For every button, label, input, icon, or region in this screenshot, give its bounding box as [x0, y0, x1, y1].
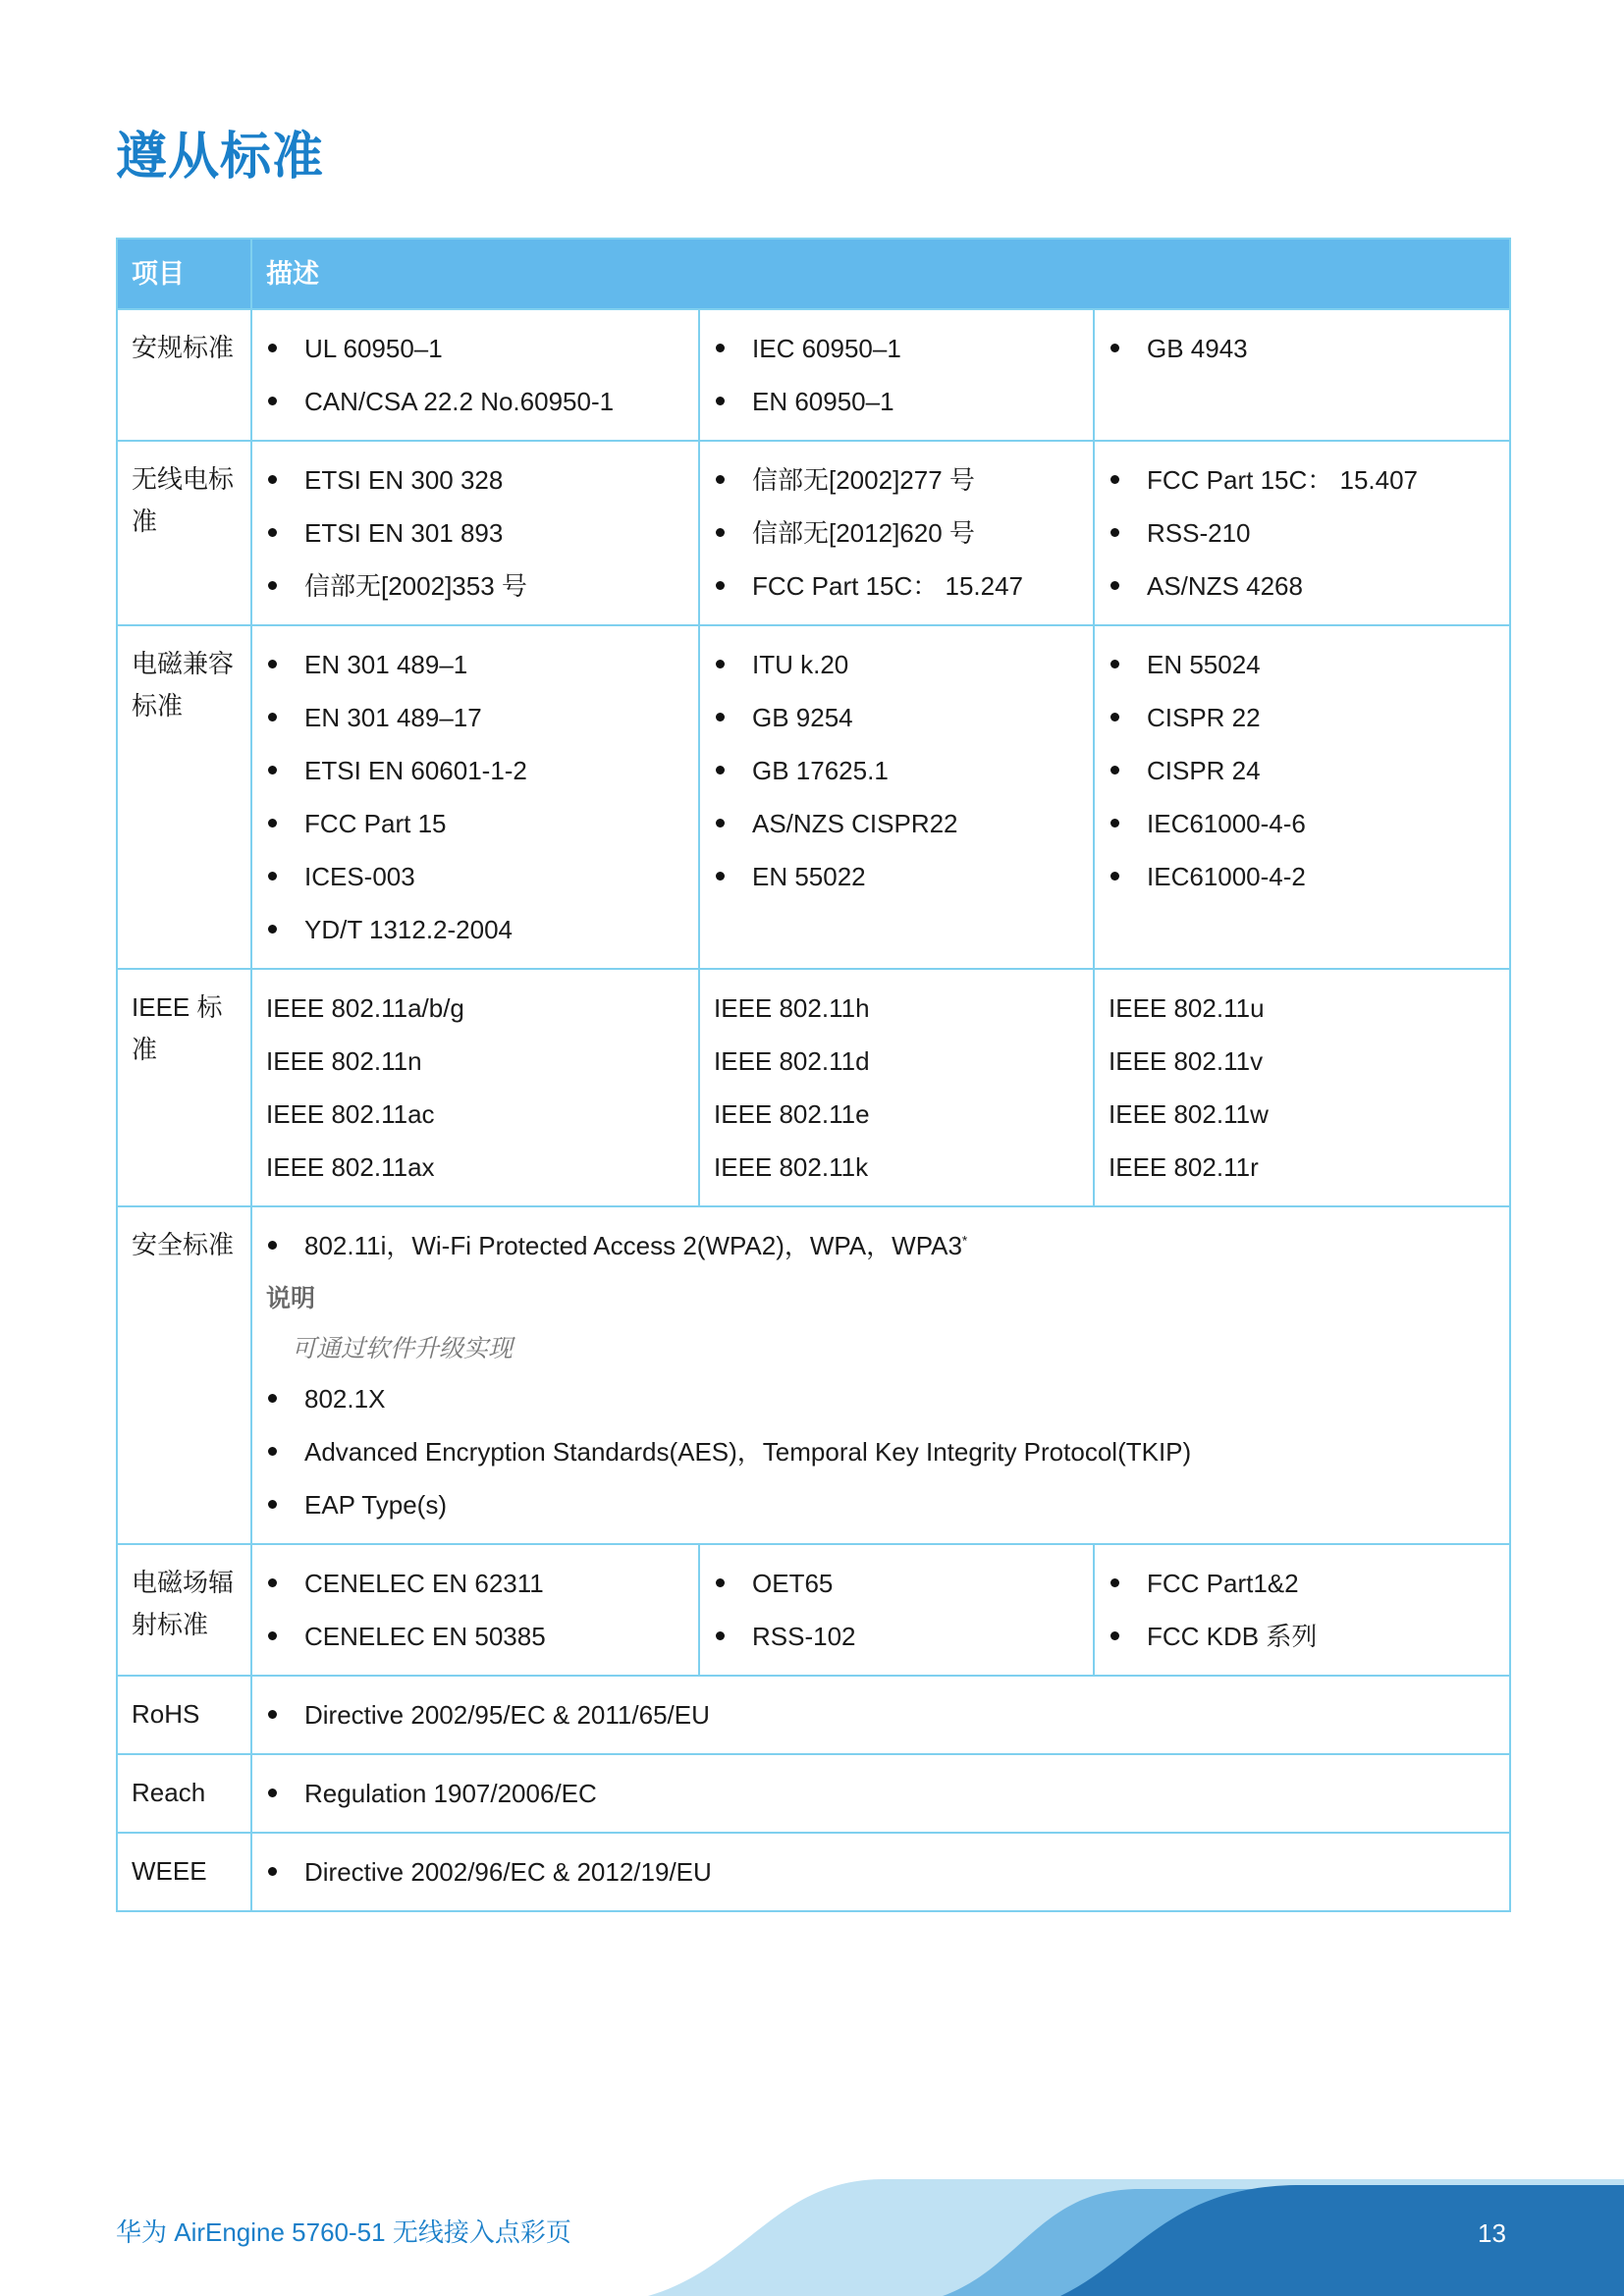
table-row	[117, 1754, 1510, 1833]
table-row	[117, 309, 1510, 441]
list-item: ETSI EN 300 328	[266, 454, 686, 507]
note-label: 说明	[266, 1285, 316, 1312]
list-item: AS/NZS 4268	[1109, 560, 1497, 613]
list-item: ETSI EN 60601-1-2	[266, 744, 686, 797]
list-item: EN 60950–1	[714, 375, 1081, 428]
row-item-label: 无线电标准	[117, 441, 251, 625]
list-item: IEC61000-4-6	[1109, 797, 1497, 850]
list-item: IEEE 802.11v	[1109, 1046, 1264, 1076]
table-header-row	[117, 239, 1510, 309]
row-item-label: RoHS	[117, 1676, 251, 1754]
list-item: IEEE 802.11e	[714, 1099, 870, 1129]
list-item: Advanced Encryption Standards(AES)，Temporal Key Integrity Protocol(TKIP)	[266, 1425, 1497, 1478]
list-item	[266, 1219, 1497, 1272]
list-item: EN 55024	[1109, 638, 1497, 691]
table-cell	[251, 441, 699, 625]
list-item: EN 55022	[714, 850, 1081, 903]
list-item: 信部无[2012]620 号	[714, 507, 1081, 560]
list-item: RSS-210	[1109, 507, 1497, 560]
row-item-label: Reach	[117, 1754, 251, 1833]
table-cell	[1094, 309, 1510, 441]
header-item: 项目	[117, 239, 251, 309]
list-item: IEEE 802.11ac	[266, 1099, 435, 1129]
list-item: FCC Part1&2	[1109, 1557, 1497, 1610]
list-item: 信部无[2002]277 号	[714, 454, 1081, 507]
list-item: CENELEC EN 62311	[266, 1557, 686, 1610]
list-item: CISPR 22	[1109, 691, 1497, 744]
header-desc: 描述	[251, 239, 1510, 309]
list-item: IEEE 802.11r	[1109, 1152, 1259, 1182]
list-item: EN 301 489–17	[266, 691, 686, 744]
list-item: IEEE 802.11n	[266, 1046, 422, 1076]
list-item: IEEE 802.11w	[1109, 1099, 1269, 1129]
table-cell	[699, 969, 1094, 1206]
row-item-label: 电磁兼容标准	[117, 625, 251, 969]
table-row	[117, 1676, 1510, 1754]
list-item: ETSI EN 301 893	[266, 507, 686, 560]
table-cell	[699, 1544, 1094, 1676]
table-cell	[251, 969, 699, 1206]
list-item: CISPR 24	[1109, 744, 1497, 797]
footnote-marker: *	[961, 1232, 968, 1249]
list-item: FCC Part 15C： 15.407	[1109, 454, 1497, 507]
table-cell	[699, 309, 1094, 441]
list-item: YD/T 1312.2-2004	[266, 903, 686, 956]
list-item: GB 17625.1	[714, 744, 1081, 797]
list-item: Regulation 1907/2006/EC	[266, 1767, 1497, 1820]
footer-product-name: 华为 AirEngine 5760-51 无线接入点彩页	[116, 2217, 571, 2247]
list-item: CENELEC EN 50385	[266, 1610, 686, 1663]
table-cell	[251, 1833, 1510, 1911]
list-item: 802.1X	[266, 1372, 1497, 1425]
list-item: ICES-003	[266, 850, 686, 903]
list-item: 信部无[2002]353 号	[266, 560, 686, 613]
list-item: IEEE 802.11d	[714, 1046, 870, 1076]
row-item-label: WEEE	[117, 1833, 251, 1911]
list-item: IEC61000-4-2	[1109, 850, 1497, 903]
table-cell	[251, 1206, 1510, 1544]
note-text: 可通过软件升级实现	[292, 1335, 514, 1362]
list-item: FCC Part 15C： 15.247	[714, 560, 1081, 613]
table-cell	[1094, 625, 1510, 969]
table-row	[117, 1206, 1510, 1544]
list-item: IEEE 802.11u	[1109, 993, 1265, 1023]
list-item: FCC Part 15	[266, 797, 686, 850]
table-row	[117, 1544, 1510, 1676]
list-item: GB 9254	[714, 691, 1081, 744]
list-item: IEEE 802.11ax	[266, 1152, 435, 1182]
list-item: FCC KDB 系列	[1109, 1610, 1497, 1663]
row-item-label: 安规标准	[117, 309, 251, 441]
list-item: OET65	[714, 1557, 1081, 1610]
list-item: AS/NZS CISPR22	[714, 797, 1081, 850]
compliance-table	[116, 238, 1511, 1912]
table-cell	[251, 1754, 1510, 1833]
list-item: CAN/CSA 22.2 No.60950-1	[266, 375, 686, 428]
row-item-label: IEEE 标准	[117, 969, 251, 1206]
page-title: 遵从标准	[116, 129, 325, 186]
list-item: RSS-102	[714, 1610, 1081, 1663]
row-item-label: 安全标准	[117, 1206, 251, 1544]
list-item: GB 4943	[1109, 322, 1497, 375]
table-cell	[251, 625, 699, 969]
list-item: EN 301 489–1	[266, 638, 686, 691]
table-cell	[251, 1676, 1510, 1754]
table-cell	[1094, 969, 1510, 1206]
page-number: 13	[1478, 2218, 1506, 2248]
table-cell	[699, 441, 1094, 625]
table-cell	[251, 309, 699, 441]
list-item: Directive 2002/95/EC & 2011/65/EU	[266, 1688, 1497, 1741]
list-item: IEEE 802.11a/b/g	[266, 993, 464, 1023]
security-standard-text: 802.11i，Wi-Fi Protected Access 2(WPA2)，WPA，WPA3	[304, 1231, 962, 1260]
list-item: EAP Type(s)	[266, 1478, 1497, 1531]
list-item: Directive 2002/96/EC & 2012/19/EU	[266, 1845, 1497, 1898]
table-row	[117, 1833, 1510, 1911]
table-cell	[1094, 441, 1510, 625]
table-row	[117, 625, 1510, 969]
table-cell	[251, 1544, 699, 1676]
list-item: UL 60950–1	[266, 322, 686, 375]
table-cell	[1094, 1544, 1510, 1676]
list-item: IEEE 802.11k	[714, 1152, 869, 1182]
table-row	[117, 441, 1510, 625]
list-item: ITU k.20	[714, 638, 1081, 691]
list-item: IEEE 802.11h	[714, 993, 870, 1023]
list-item: IEC 60950–1	[714, 322, 1081, 375]
table-cell	[699, 625, 1094, 969]
table-row	[117, 969, 1510, 1206]
row-item-label: 电磁场辐射标准	[117, 1544, 251, 1676]
